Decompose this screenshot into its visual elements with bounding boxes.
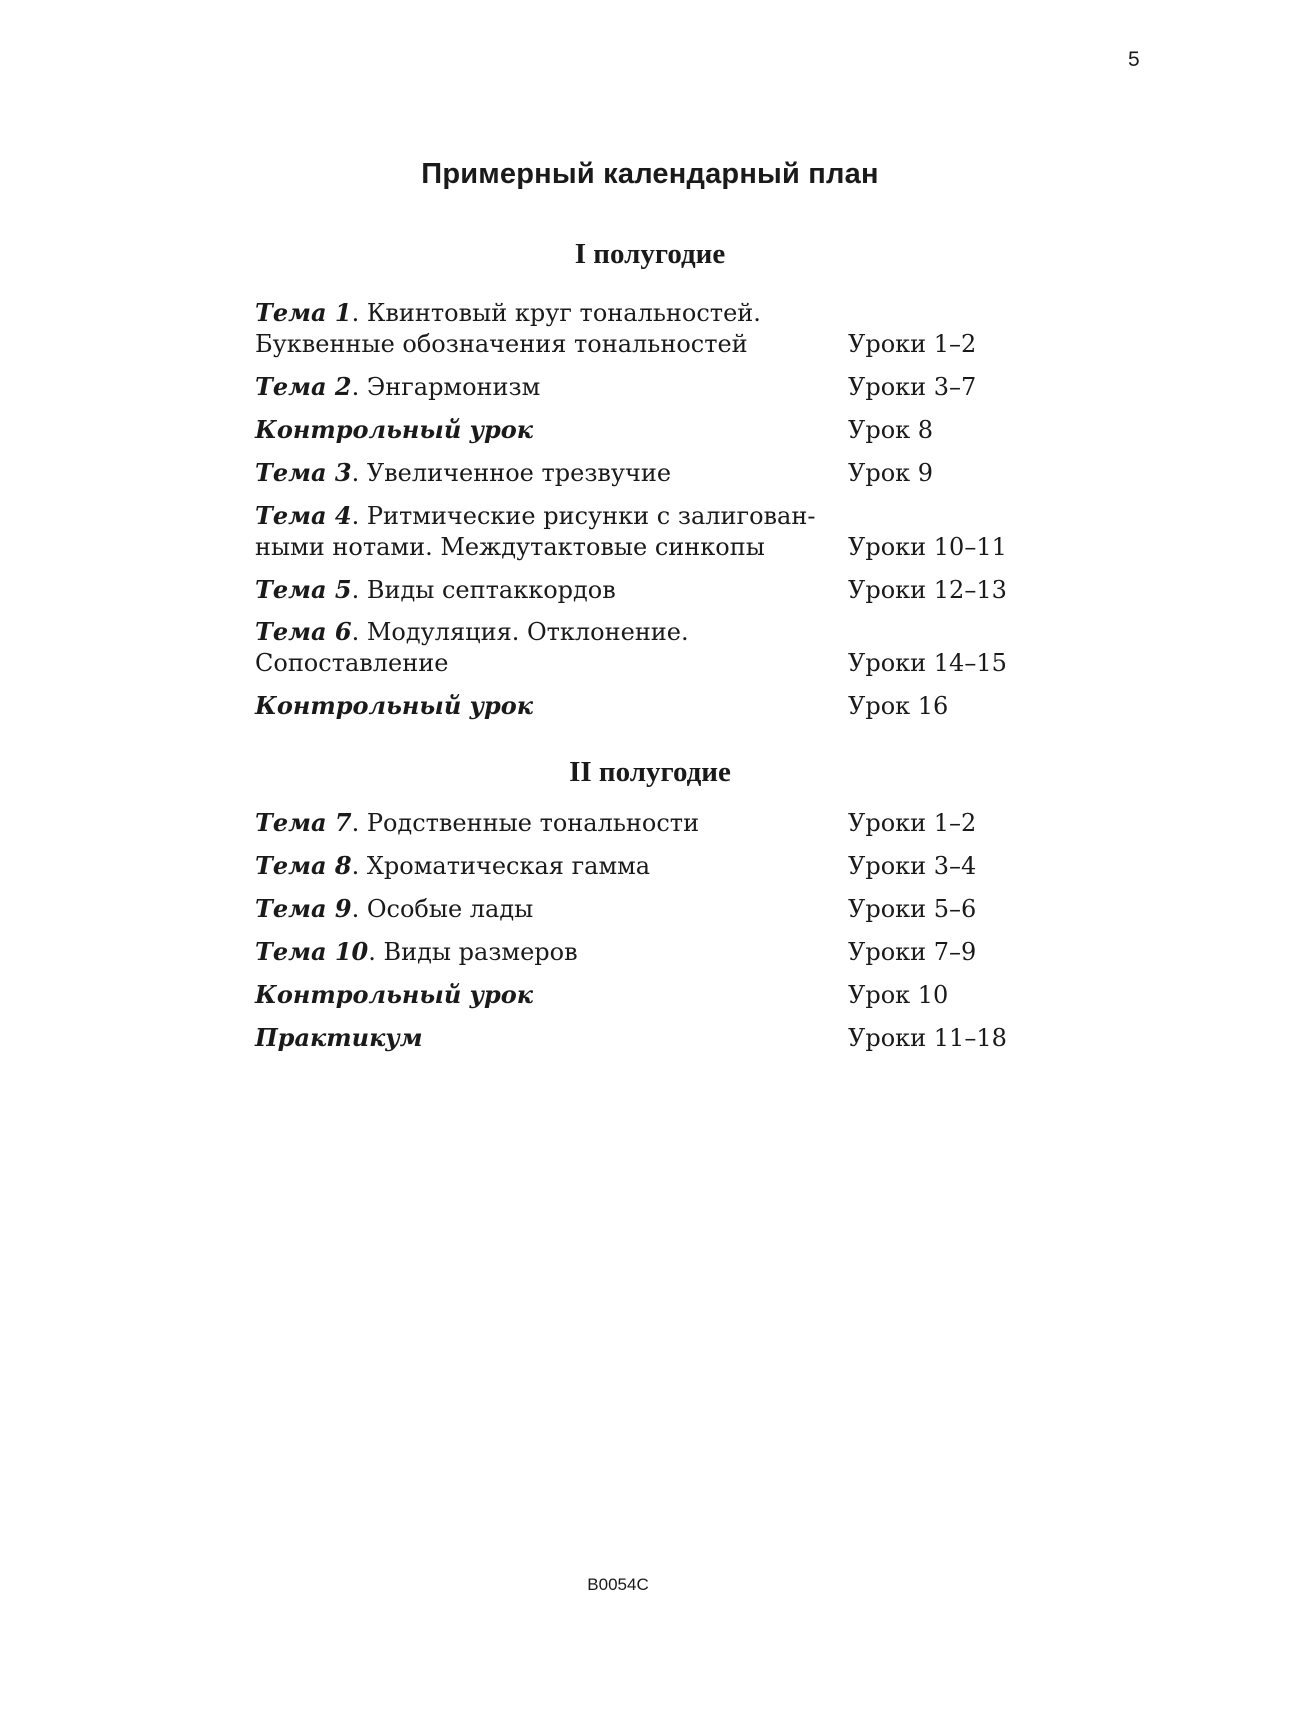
lesson-range: Уроки 1–2 bbox=[848, 330, 977, 358]
section-heading-2: II полугодие bbox=[569, 756, 731, 788]
topic-label: Тема 8 bbox=[255, 851, 352, 880]
lesson-range: Урок 9 bbox=[848, 459, 934, 487]
lesson-range: Уроки 5–6 bbox=[848, 895, 977, 923]
page-title: Примерный календарный план bbox=[421, 158, 879, 190]
plan-row-topic-8 bbox=[255, 851, 1075, 882]
lesson-range: Урок 8 bbox=[848, 416, 934, 444]
topic-text: Ритмические рисунки с залигован- bbox=[366, 502, 816, 530]
lesson-range: Уроки 3–4 bbox=[848, 852, 977, 880]
topic-label: Контрольный урок bbox=[255, 980, 534, 1009]
topic-description: Тема 7. Родственные тональности bbox=[255, 808, 700, 837]
topic-label: Тема 7 bbox=[255, 808, 352, 837]
topic-text: Сопоставление bbox=[255, 649, 449, 677]
plan-row-control-lesson bbox=[255, 691, 1075, 722]
topic-label: Тема 1 bbox=[255, 298, 352, 327]
plan-row-topic-2 bbox=[255, 372, 1075, 403]
lesson-range: Уроки 14–15 bbox=[848, 649, 1007, 677]
topic-text: Энгармонизм bbox=[366, 373, 541, 401]
page-number: 5 bbox=[1128, 48, 1140, 71]
topic-description bbox=[255, 979, 835, 1011]
plan-row-practicum bbox=[255, 1023, 1075, 1054]
topic-label: Тема 2 bbox=[255, 372, 352, 401]
plan-row-topic-9 bbox=[255, 894, 1075, 925]
topic-text: Модуляция. Отклонение. bbox=[366, 618, 689, 646]
plan-row-topic-10 bbox=[255, 937, 1075, 968]
topic-description: Тема 3. Увеличенное трезвучие bbox=[255, 458, 672, 487]
plan-row-topic-4 bbox=[255, 501, 1075, 563]
plan-row-topic-7 bbox=[255, 808, 1075, 839]
topic-text: Квинтовый круг тональностей. bbox=[366, 299, 761, 327]
topic-description: Тема 1. Квинтовый круг тональностей. Буквенные обозначения тональностей bbox=[255, 298, 761, 358]
topic-text: Родственные тональности bbox=[366, 809, 700, 837]
footer-code: B0054C bbox=[587, 1575, 649, 1594]
topic-text: ными нотами. Междутактовые синкопы bbox=[255, 533, 765, 561]
topic-label: Тема 9 bbox=[255, 894, 352, 923]
topic-label: Тема 4 bbox=[255, 501, 352, 530]
lesson-range: Урок 16 bbox=[848, 692, 949, 720]
topic-description bbox=[255, 1022, 835, 1054]
topic-description: Тема 5. Виды септаккордов bbox=[255, 575, 616, 604]
topic-label: Тема 6 bbox=[255, 617, 352, 646]
lesson-range: Урок 10 bbox=[848, 981, 949, 1009]
plan-row-topic-6 bbox=[255, 617, 1075, 679]
topic-label: Контрольный урок bbox=[255, 691, 534, 720]
plan-row-control-lesson bbox=[255, 980, 1075, 1011]
topic-label: Тема 3 bbox=[255, 458, 352, 487]
topic-label: Тема 10 bbox=[255, 937, 369, 966]
topic-description: Тема 6. Модуляция. Отклонение. Сопоставление bbox=[255, 617, 689, 677]
topic-text: Особые лады bbox=[366, 895, 534, 923]
lesson-range: Уроки 7–9 bbox=[848, 938, 977, 966]
topic-text: Хроматическая гамма bbox=[366, 852, 651, 880]
topic-description: Тема 9. Особые лады bbox=[255, 894, 534, 923]
topic-text: Виды размеров bbox=[383, 938, 578, 966]
topic-text: Буквенные обозначения тональностей bbox=[255, 330, 748, 358]
topic-label: Тема 5 bbox=[255, 575, 352, 604]
topic-text: Увеличенное трезвучие bbox=[366, 459, 672, 487]
lesson-range: Уроки 10–11 bbox=[848, 533, 1007, 561]
lesson-range: Уроки 3–7 bbox=[848, 373, 977, 401]
plan-row-topic-3 bbox=[255, 458, 1075, 489]
plan-row-topic-5 bbox=[255, 575, 1075, 606]
lesson-range: Уроки 12–13 bbox=[848, 576, 1007, 604]
topic-description bbox=[255, 690, 835, 722]
topic-description: Тема 8. Хроматическая гамма bbox=[255, 851, 651, 880]
lesson-range: Уроки 11–18 bbox=[848, 1024, 1007, 1052]
lesson-range: Уроки 1–2 bbox=[848, 809, 977, 837]
topic-label: Практикум bbox=[255, 1023, 423, 1052]
topic-label: Контрольный урок bbox=[255, 415, 534, 444]
section-heading-1: I полугодие bbox=[574, 238, 726, 270]
topic-description bbox=[255, 414, 835, 446]
topic-description: Тема 4. Ритмические рисунки с залигован- ными нотами. Междутактовые синкопы bbox=[255, 501, 816, 561]
topic-description: Тема 2. Энгармонизм bbox=[255, 372, 541, 401]
topic-description: Тема 10. Виды размеров bbox=[255, 937, 578, 966]
plan-row-topic-1 bbox=[255, 298, 1075, 360]
topic-text: Виды септаккордов bbox=[366, 576, 616, 604]
plan-row-control-lesson bbox=[255, 415, 1075, 446]
